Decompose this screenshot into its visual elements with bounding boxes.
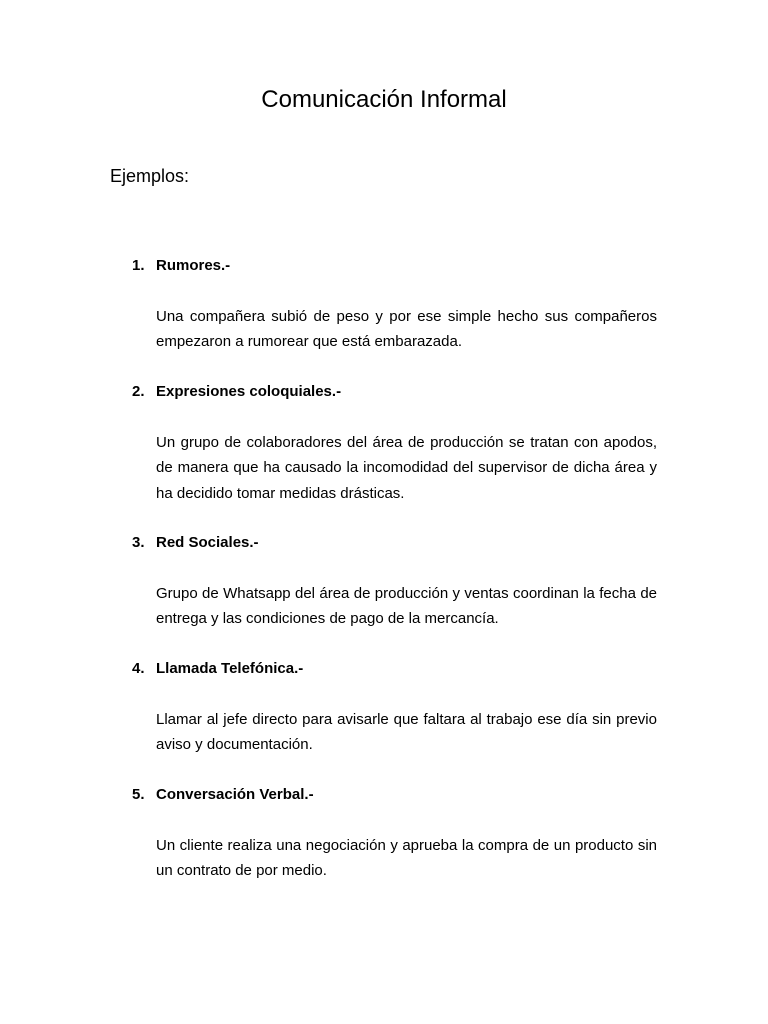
list-item-heading-text: Expresiones coloquiales.- xyxy=(156,383,342,400)
list-item-heading xyxy=(132,785,662,805)
list-item-heading xyxy=(132,659,662,679)
list-item-body: Un grupo de colaboradores del área de producción se tratan con apodos, de manera que ha causado la incomodidad del supervisor de dicha área y ha decidido tomar medidas drásticas. xyxy=(156,434,657,502)
section-label: Ejemplos: xyxy=(110,166,190,186)
list-item-heading-text: Rumores.- xyxy=(156,257,231,274)
list-item-body: Grupo de Whatsapp del área de producción y ventas coordinan la fecha de entrega y las condiciones de pago de la mercancía. xyxy=(156,585,657,628)
list-item-heading-text: Conversación Verbal.- xyxy=(156,786,314,803)
list-item-heading-text: Red Sociales.- xyxy=(156,534,259,551)
list-item-heading xyxy=(132,256,662,276)
list-item-number: 2. xyxy=(132,383,145,400)
list-item-body: Llamar al jefe directo para avisarle que faltara al trabajo ese día sin previo aviso y documentación. xyxy=(156,711,657,754)
list-item-number: 5. xyxy=(132,786,145,803)
list-item-body: Una compañera subió de peso y por ese simple hecho sus compañeros empezaron a rumorear que está embarazada. xyxy=(156,308,657,351)
list-item-heading xyxy=(132,382,662,402)
document-title: Comunicación Informal xyxy=(261,86,507,113)
list-item-body: Un cliente realiza una negociación y aprueba la compra de un producto sin un contrato de por medio. xyxy=(156,837,657,880)
list-item-number: 1. xyxy=(132,257,145,274)
list-item-heading-text: Llamada Telefónica.- xyxy=(156,660,304,677)
list-item-heading xyxy=(132,533,662,553)
list-item-number: 4. xyxy=(132,660,145,677)
list-item-number: 3. xyxy=(132,534,145,551)
